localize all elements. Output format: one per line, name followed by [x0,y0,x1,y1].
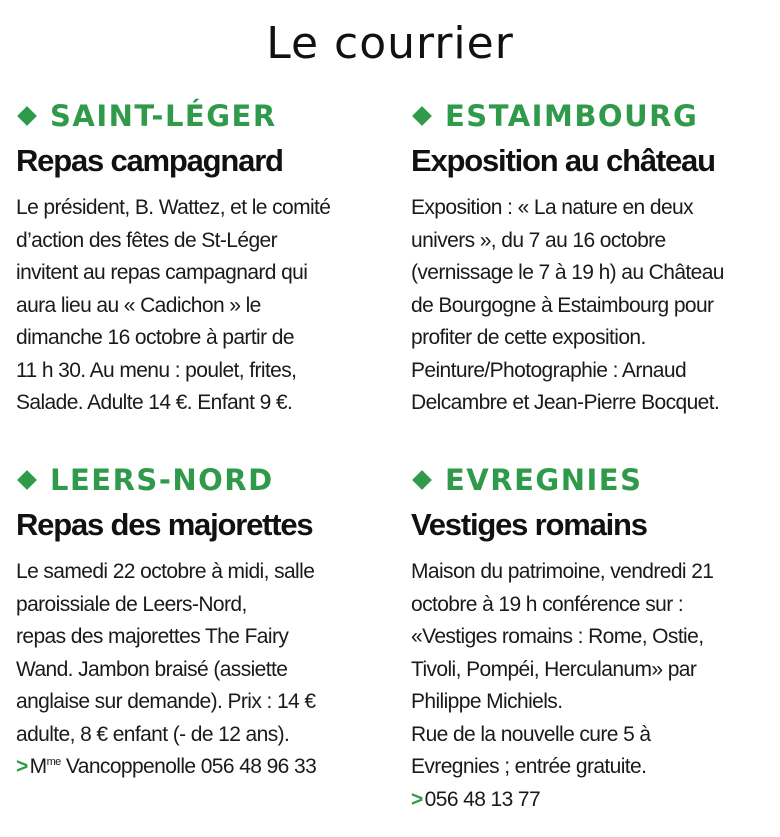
body-line: invitent au repas campagnard qui [16,261,308,284]
diamond-bullet-icon [17,470,37,490]
body-line: aura lieu au « Cadichon » le [16,293,261,317]
article-location [395,96,755,136]
body-line: anglaise sur demande). Prix : 14 € [16,690,316,713]
article-estaimbourg [395,96,755,420]
body-line: repas des majorettes The Fairy [16,625,289,648]
body-line: paroissiale de Leers-Nord, [16,592,247,616]
contact-phone: Vancoppenolle 056 48 96 33 [60,755,317,778]
contact-title-sup: me [46,756,61,768]
body-line: univers », du 7 au 16 octobre [411,228,666,252]
contact-line [16,751,360,784]
body-line: 11 h 30. Au menu : poulet, frites, [16,358,297,382]
body-line: dimanche 16 octobre à partir de [16,326,294,349]
body-line: Wand. Jambon braisé (assiette [16,657,288,681]
diamond-bullet-icon [412,106,432,126]
body-line: Philippe Michiels. [411,690,563,713]
body-line: Salade. Adulte 14 €. Enfant 9 €. [16,391,293,414]
body-line: Delcambre et Jean-Pierre Bocquet. [411,391,720,414]
body-line: (vernissage le 7 à 19 h) au Château [411,261,724,284]
body-line: «Vestiges romains : Rome, Ostie, [411,625,704,648]
diamond-bullet-icon [412,470,432,490]
article-headline: Exposition au château [411,143,715,178]
location-name: LEERS-NORD [50,463,274,497]
diamond-bullet-icon [17,106,37,126]
chevron-right-icon: > [411,787,423,811]
body-line: octobre à 19 h conférence sur : [411,592,684,616]
article-leers-nord [0,460,360,784]
article-headline: Repas des majorettes [16,507,313,542]
article-location [395,460,755,500]
body-line: Maison du patrimoine, vendredi 21 [411,560,714,583]
article-body [411,192,755,420]
contact-title: M [29,755,47,778]
location-name: EVREGNIES [445,463,643,497]
article-body [411,556,755,816]
body-line: Le samedi 22 octobre à midi, salle [16,560,315,583]
body-line: de Bourgogne à Estaimbourg pour [411,293,714,317]
article-body [16,192,360,420]
contact-phone: 056 48 13 77 [424,787,541,811]
body-line: d’action des fêtes de St-Léger [16,228,278,252]
masthead-title: Le courrier [266,18,514,69]
location-name: ESTAIMBOURG [445,99,699,133]
chevron-right-icon: > [16,755,28,778]
article-headline: Vestiges romains [411,507,647,542]
body-line: Evregnies ; entrée gratuite. [411,755,647,778]
body-line: adulte, 8 € enfant (- de 12 ans). [16,722,290,746]
article-evregnies [395,460,755,816]
contact-line [411,784,755,817]
body-line: Exposition : « La nature en deux [411,196,694,219]
body-line: Tivoli, Pompéi, Herculanum» par [411,657,697,681]
article-location [0,96,360,136]
body-line: profiter de cette exposition. [411,326,646,349]
article-location [0,460,360,500]
body-line: Le président, B. Wattez, et le comité [16,196,331,219]
article-saint-leger [0,96,360,420]
article-body [16,556,360,784]
body-line: Peinture/Photographie : Arnaud [411,358,687,382]
article-headline: Repas campagnard [16,143,283,178]
body-line: Rue de la nouvelle cure 5 à [411,722,651,746]
location-name: SAINT-LÉGER [50,99,277,133]
